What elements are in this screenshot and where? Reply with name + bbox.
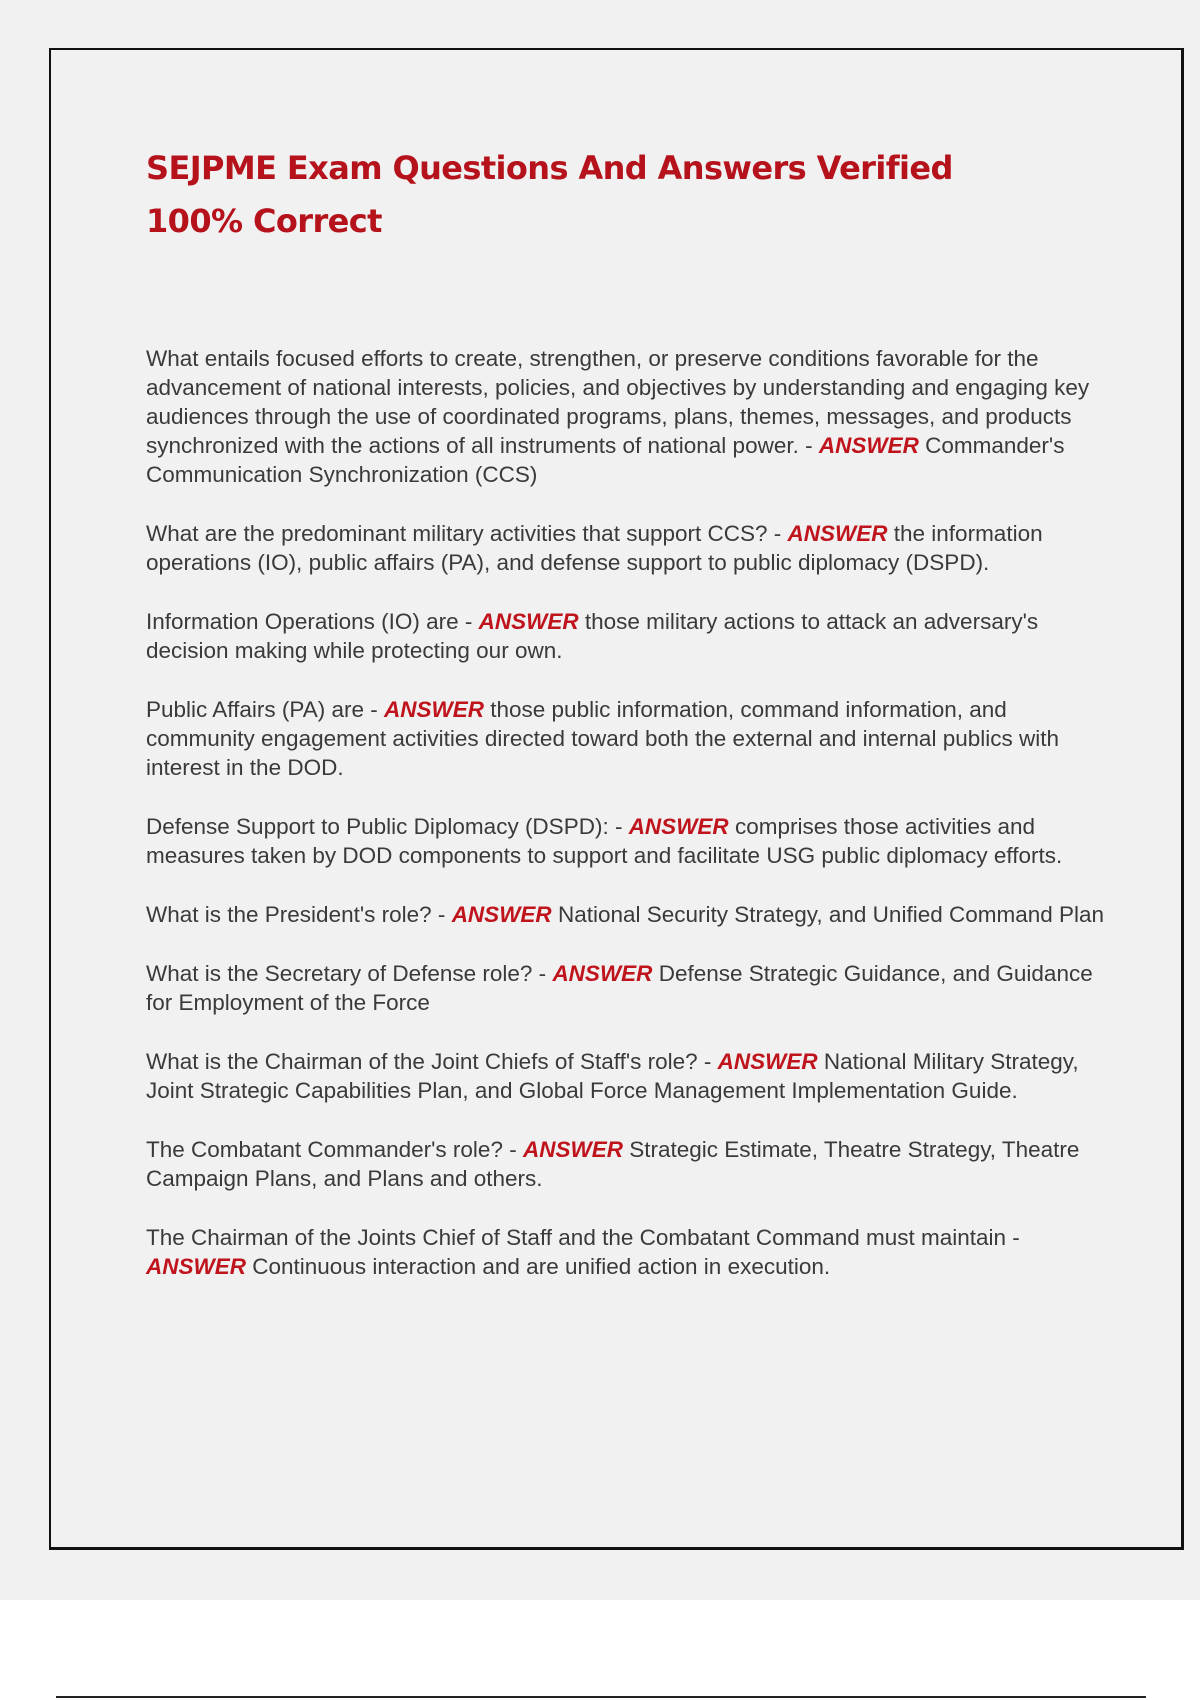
answer-text: National Security Strategy, and Unified Command Plan bbox=[551, 902, 1105, 927]
answer-label: ANSWER bbox=[787, 521, 888, 546]
answer-text: comprises those activities and measures taken by DOD components to support and facilitate USG public diplomacy efforts. bbox=[146, 814, 1063, 868]
question-text: What are the predominant military activities that support CCS? - bbox=[146, 521, 788, 546]
qa-item bbox=[146, 607, 1106, 665]
answer-text: those military actions to attack an adversary's decision making while protecting our own. bbox=[146, 609, 1039, 663]
qa-item bbox=[146, 1135, 1106, 1193]
answer-text: those public information, command information, and community engagement activities directed toward both the external and internal publics with interest in the DOD. bbox=[146, 697, 1059, 780]
answer-text: Commander's Communication Synchronization (CCS) bbox=[146, 433, 1065, 487]
answer-text: the information operations (IO), public affairs (PA), and defense support to public diplomacy (DSPD). bbox=[146, 521, 1043, 575]
answer-label: ANSWER bbox=[818, 433, 919, 458]
question-text: The Chairman of the Joints Chief of Staff and the Combatant Command must maintain - bbox=[146, 1225, 1020, 1250]
qa-list bbox=[146, 344, 1106, 1311]
answer-label: ANSWER bbox=[717, 1049, 818, 1074]
qa-item bbox=[146, 695, 1106, 782]
qa-item bbox=[146, 812, 1106, 870]
qa-item bbox=[146, 1223, 1106, 1281]
qa-item bbox=[146, 900, 1106, 929]
answer-text: Continuous interaction and are unified action in execution. bbox=[246, 1254, 831, 1279]
answer-label: ANSWER bbox=[146, 1254, 246, 1279]
answer-label: ANSWER bbox=[552, 961, 653, 986]
qa-item bbox=[146, 519, 1106, 577]
answer-label: ANSWER bbox=[628, 814, 729, 839]
answer-text: Strategic Estimate, Theatre Strategy, Theatre Campaign Plans, and Plans and others. bbox=[146, 1137, 1080, 1191]
qa-item bbox=[146, 344, 1106, 489]
document-frame bbox=[49, 48, 1184, 1550]
question-text: What is the Chairman of the Joint Chiefs of Staff's role? - bbox=[146, 1049, 718, 1074]
question-text: Public Affairs (PA) are - bbox=[146, 697, 384, 722]
answer-label: ANSWER bbox=[384, 697, 484, 722]
question-text: Information Operations (IO) are - bbox=[146, 609, 479, 634]
answer-label: ANSWER bbox=[522, 1137, 623, 1162]
document-title: SEJPME Exam Questions And Answers Verified 100% Correct bbox=[146, 149, 953, 240]
answer-label: ANSWER bbox=[478, 609, 579, 634]
qa-item bbox=[146, 1047, 1106, 1105]
bottom-divider bbox=[56, 1696, 1146, 1698]
answer-text: Defense Strategic Guidance, and Guidance for Employment of the Force bbox=[146, 961, 1093, 1015]
question-text: What is the President's role? - bbox=[146, 902, 452, 927]
question-text: The Combatant Commander's role? - bbox=[146, 1137, 523, 1162]
qa-item bbox=[146, 959, 1106, 1017]
question-text: Defense Support to Public Diplomacy (DSPD): - bbox=[146, 814, 629, 839]
answer-label: ANSWER bbox=[451, 902, 552, 927]
question-text: What entails focused efforts to create, strengthen, or preserve conditions favorable for the advancement of national interests, policies, and objectives by understanding and engaging key audiences through the use of coordinated programs, plans, themes, messages, and products synchronized with the actions of all instruments of national power. - bbox=[146, 346, 1090, 458]
answer-text: National Military Strategy, Joint Strategic Capabilities Plan, and Global Force Management Implementation Guide. bbox=[146, 1049, 1079, 1103]
question-text: What is the Secretary of Defense role? - bbox=[146, 961, 553, 986]
